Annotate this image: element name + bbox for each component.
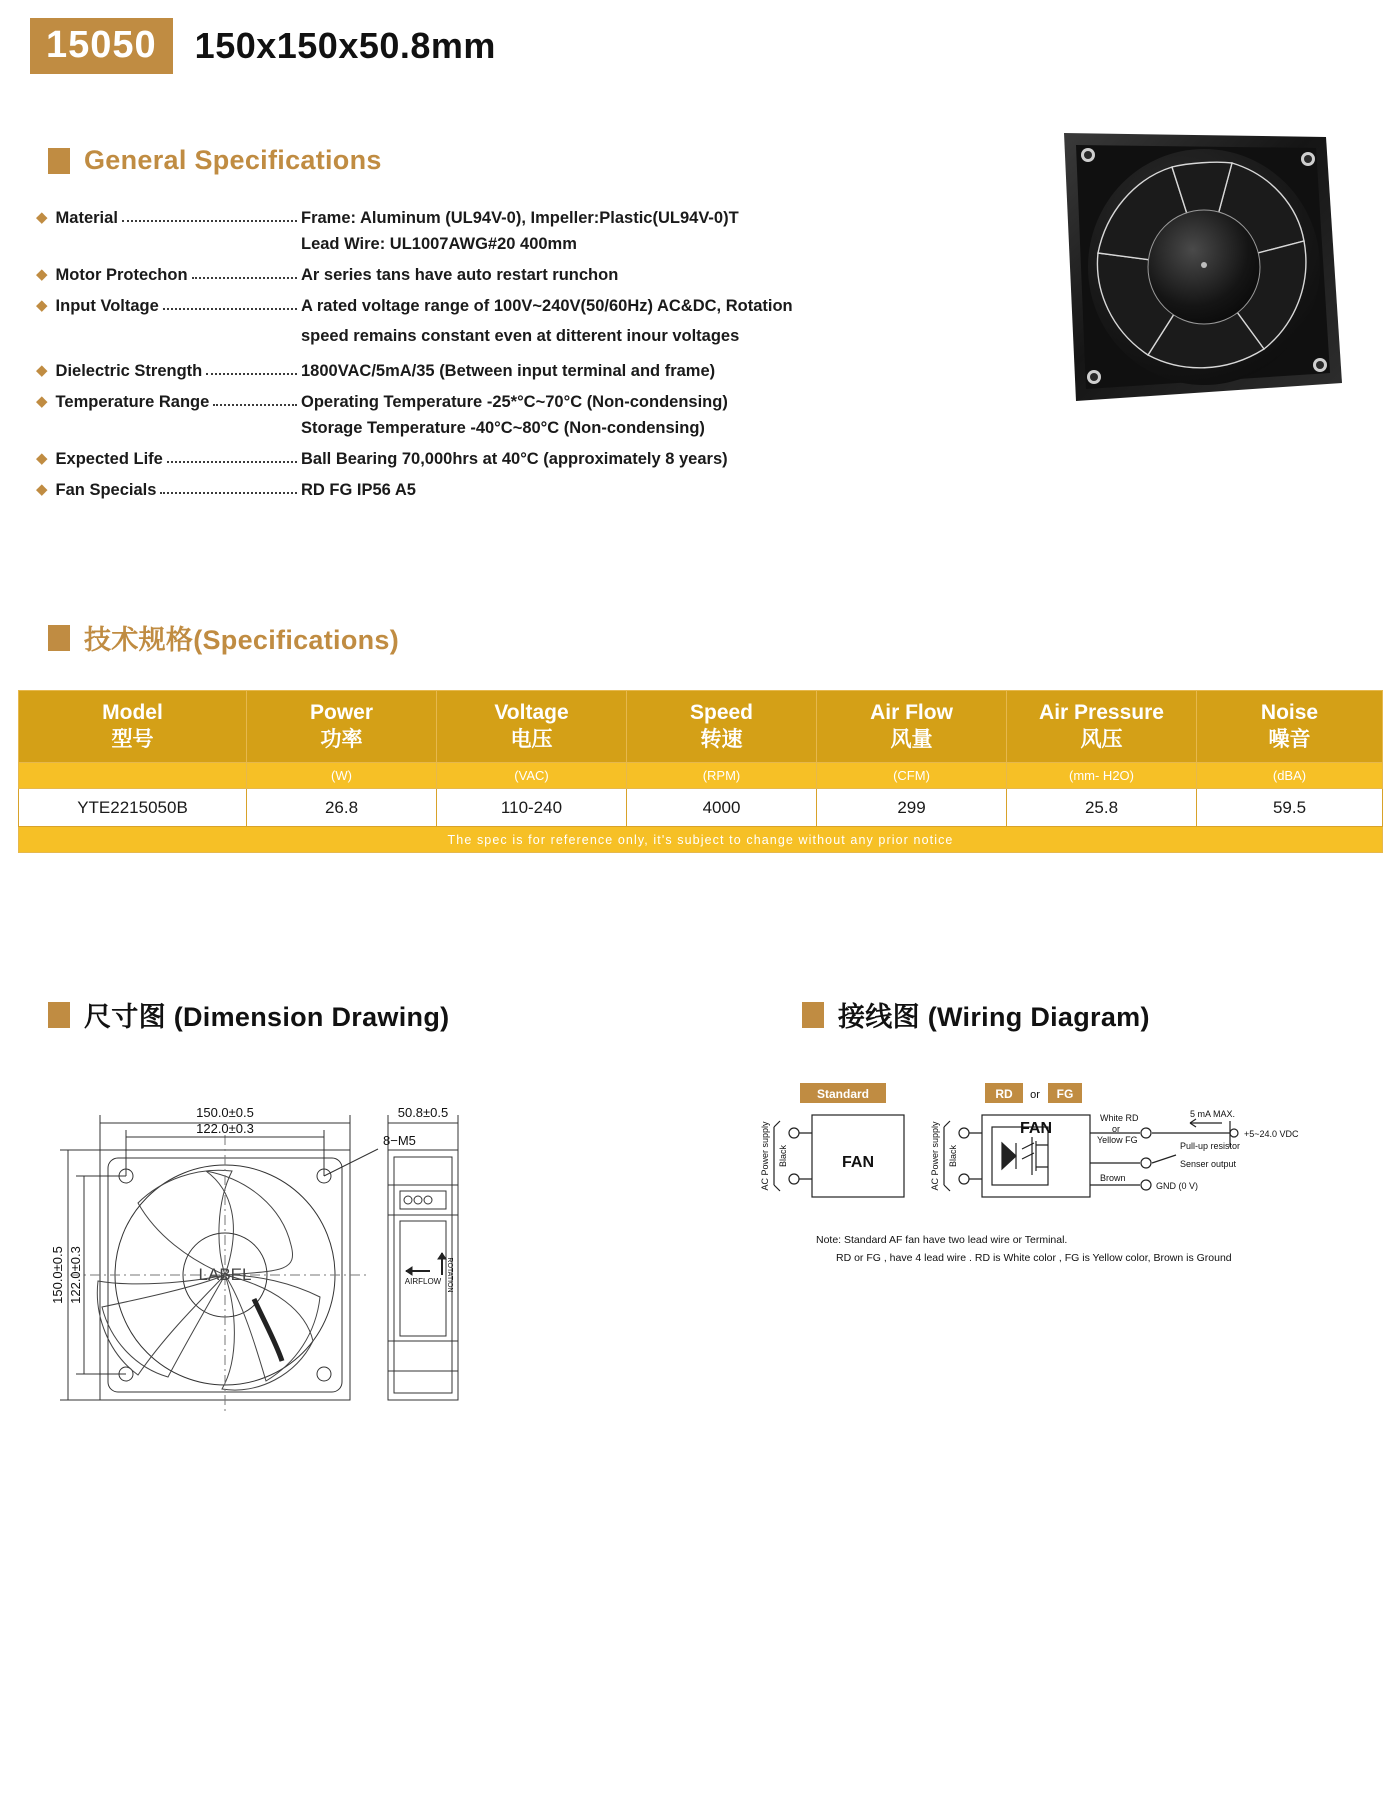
wiring-fan-left-label: FAN [842, 1154, 874, 1171]
table-header-cell [627, 691, 817, 763]
wiring-yellow-fg-label: Yellow FG [1097, 1135, 1138, 1145]
column-label-cn: 转速 [700, 727, 743, 751]
unit-cell: (mm- H2O) [1007, 763, 1197, 789]
wiring-power-right-label: AC Power supply [930, 1121, 940, 1191]
dim-label-side-outer: 150.0±0.5 [50, 1246, 65, 1304]
wiring-gnd-label: GND (0 V) [1156, 1181, 1199, 1191]
general-specifications-heading [48, 145, 382, 176]
wiring-fan-right-label: FAN [1020, 1120, 1052, 1137]
spec-label: Expected Life [55, 450, 163, 468]
table-unit-row [19, 763, 1383, 789]
wiring-rd-tag: RD [995, 1087, 1013, 1101]
dimension-drawing-title: 尺寸图 (Dimension Drawing) [84, 1002, 450, 1032]
dim-label-airflow: AIRFLOW [404, 1277, 442, 1286]
wiring-fg-tag: FG [1056, 1087, 1074, 1101]
table-cell-speed: 4000 [627, 789, 817, 827]
column-label-en: Model [102, 701, 163, 725]
table-header-row [19, 691, 1383, 763]
column-label-cn: 风压 [1080, 727, 1123, 751]
wiring-standard-tag: Standard [816, 1087, 870, 1101]
unit-cell [19, 763, 247, 789]
specifications-title: 技术规格(Specifications) [84, 625, 400, 655]
unit-cell: (RPM) [627, 763, 817, 789]
spec-item-dielectric-strength [36, 358, 866, 384]
unit-cell: (dBA) [1197, 763, 1383, 789]
table-cell-power: 26.8 [247, 789, 437, 827]
column-label-cn: 噪音 [1268, 727, 1311, 751]
dot-leader [213, 389, 297, 406]
wiring-diagram [760, 1075, 1380, 1405]
column-label-en: Speed [689, 701, 754, 725]
table-header-cell [817, 691, 1007, 763]
wiring-vdc-label: +5~24.0 VDC [1244, 1129, 1299, 1139]
wiring-or-tag: or [1030, 1089, 1040, 1101]
column-label-en: Voltage [494, 701, 569, 725]
table-cell-noise: 59.5 [1197, 789, 1383, 827]
spec-value-group [301, 389, 866, 441]
diamond-bullet-icon: ◆ [36, 362, 48, 379]
model-dimensions-title: 150x150x50.8mm [194, 25, 496, 66]
spec-value-group [301, 446, 866, 472]
spec-item-input-voltage [36, 293, 866, 353]
table-header-cell [19, 691, 247, 763]
fan-product-photo [1036, 115, 1376, 425]
spec-value: Storage Temperature -40°C~80°C (Non-condensing) [301, 419, 705, 437]
diamond-bullet-icon: ◆ [36, 266, 48, 283]
spec-label: Fan Specials [55, 481, 157, 499]
dot-leader [192, 262, 297, 279]
spec-item-fan-specials [36, 477, 866, 503]
page-header [0, 0, 1400, 74]
spec-value: Lead Wire: UL1007AWG#20 400mm [301, 235, 577, 253]
general-specifications-list [36, 205, 866, 508]
diamond-bullet-icon: ◆ [36, 450, 48, 467]
model-code-badge: 15050 [30, 18, 173, 74]
column-label-cn: 电压 [510, 727, 553, 751]
table-cell-voltage: 110-240 [437, 789, 627, 827]
unit-cell: (VAC) [437, 763, 627, 789]
table-header-cell [1197, 691, 1383, 763]
spec-value: Operating Temperature -25*°C~70°C (Non-condensing) [301, 393, 728, 411]
column-label-en: Power [309, 701, 374, 725]
spec-label: Temperature Range [55, 393, 210, 411]
spec-value: RD FG IP56 A5 [301, 481, 416, 499]
column-label-cn: 风量 [890, 727, 933, 751]
wiring-black-left-label: Black [778, 1144, 788, 1168]
spec-value: Ar series tans have auto restart runchon [301, 266, 619, 284]
general-specifications-title: General Specifications [84, 145, 382, 175]
spec-value-group [301, 477, 866, 503]
table-cell-airpressure: 25.8 [1007, 789, 1197, 827]
diamond-bullet-icon: ◆ [36, 297, 48, 314]
spec-value-group [301, 205, 866, 257]
table-cell-model: YTE2215050B [19, 789, 247, 827]
specifications-table [18, 690, 1383, 853]
dimension-drawing [10, 1075, 550, 1495]
dot-leader [163, 293, 297, 310]
diamond-bullet-icon: ◆ [36, 209, 48, 226]
wiring-diagram-heading [802, 995, 1150, 1034]
wiring-pullup-label: Pull-up resistor [1180, 1141, 1241, 1151]
spec-value: Frame: Aluminum (UL94V-0), Impeller:Plastic(UL94V-0)T [301, 209, 739, 227]
dim-label-side-inner: 122.0±0.3 [68, 1246, 83, 1304]
column-label-cn: 型号 [111, 727, 154, 751]
spec-item-motor-protection [36, 262, 866, 288]
dim-label-screws: 8−M5 [383, 1133, 416, 1148]
wiring-diagram-title: 接线图 (Wiring Diagram) [838, 1002, 1150, 1032]
spec-value: Ball Bearing 70,000hrs at 40°C (approximately 8 years) [301, 450, 728, 468]
spec-label: Input Voltage [55, 297, 159, 315]
spec-value: speed remains constant even at ditterent inour voltages [301, 327, 740, 345]
spec-value: 1800VAC/5mA/35 (Between input terminal and frame) [301, 362, 716, 380]
table-cell-airflow: 299 [817, 789, 1007, 827]
section-marker-icon [48, 1002, 70, 1028]
specifications-heading [48, 618, 399, 657]
spec-label: Dielectric Strength [55, 362, 203, 380]
dot-leader [122, 205, 297, 222]
wiring-note-line2: RD or FG , have 4 lead wire . RD is White color , FG is Yellow color, Brown is Ground [836, 1252, 1232, 1264]
dot-leader [167, 446, 297, 463]
table-header-cell [247, 691, 437, 763]
spec-value-group [301, 262, 866, 288]
wiring-white-rd-label: White RD [1100, 1113, 1139, 1123]
dim-label-depth: 50.8±0.5 [397, 1105, 449, 1120]
section-marker-icon [48, 625, 70, 651]
wiring-brown-label: Brown [1100, 1173, 1126, 1183]
spec-value: A rated voltage range of 100V~240V(50/60Hz) AC&DC, Rotation [301, 297, 793, 315]
spec-label: Motor Protechon [55, 266, 188, 284]
dot-leader [160, 477, 297, 494]
spec-value-group [301, 293, 866, 353]
dim-label-label: LABEL [198, 1265, 252, 1284]
unit-cell: (W) [247, 763, 437, 789]
dimension-drawing-heading [48, 995, 449, 1034]
table-row [19, 789, 1383, 827]
table-note: The spec is for reference only, it's subject to change without any prior notice [19, 827, 1383, 853]
wiring-black-right-label: Black [948, 1144, 958, 1168]
table-header-cell [1007, 691, 1197, 763]
spec-item-temperature-range [36, 389, 866, 441]
wiring-note-line1: Note: Standard AF fan have two lead wire or Terminal. [816, 1234, 1068, 1246]
section-marker-icon [802, 1002, 824, 1028]
spec-item-expected-life [36, 446, 866, 472]
table-header-cell [437, 691, 627, 763]
wiring-ma-max-label: 5 mA MAX. [1190, 1109, 1236, 1119]
diamond-bullet-icon: ◆ [36, 393, 48, 410]
unit-cell: (CFM) [817, 763, 1007, 789]
column-label-en: Air Pressure [1039, 701, 1164, 725]
spec-value-group [301, 358, 866, 384]
column-label-en: Air Flow [870, 701, 953, 725]
dim-label-rotation: ROTATION [446, 1257, 453, 1293]
wiring-or-label: or [1112, 1124, 1121, 1134]
wiring-power-left-label: AC Power supply [760, 1121, 770, 1191]
dot-leader [206, 358, 297, 375]
column-label-cn: 功率 [320, 727, 363, 751]
section-marker-icon [48, 148, 70, 174]
dim-label-top-inner: 122.0±0.3 [196, 1121, 254, 1136]
column-label-en: Noise [1260, 701, 1319, 725]
table-note-row [19, 827, 1383, 853]
wiring-sensor-output-label: Senser output [1180, 1159, 1237, 1169]
diamond-bullet-icon: ◆ [36, 481, 48, 498]
dim-label-top-outer: 150.0±0.5 [196, 1105, 254, 1120]
spec-item-material [36, 205, 866, 257]
spec-label: Material [55, 209, 118, 227]
